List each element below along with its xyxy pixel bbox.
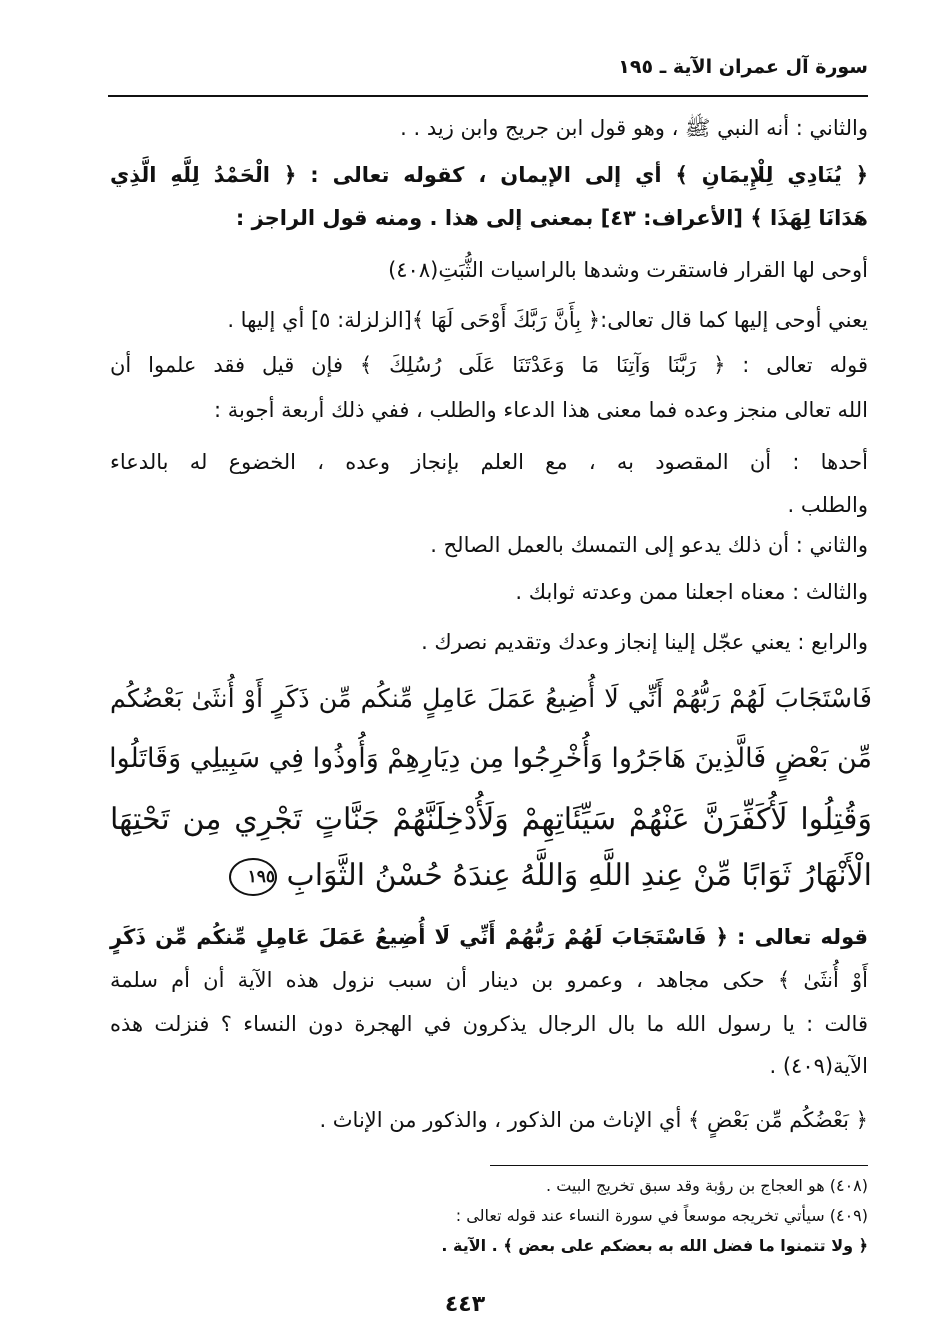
text-line: هَدَانَا لِهَذَا ﴾ [الأعراف: ٤٣] بمعنى إلى هذا . ومنه قول الراجز :	[235, 206, 868, 230]
text-line: ﴿ يُنَادِي لِلْإِيمَانِ ﴾ أي إلى الإيمان ، كقوله تعالى : ﴿ الْحَمْدُ لِلَّهِ الَّذِي	[110, 163, 868, 187]
header-rule	[108, 95, 868, 97]
text-line: الله تعالى منجز وعده فما معنى هذا الدعاء والطلب ، ففي ذلك أربعة أجوبة :	[213, 398, 868, 422]
footnote-continuation: ﴿ ولا تتمنوا ما فضل الله به بعضكم على بعض ﴾ . الآية .	[441, 1236, 868, 1255]
running-header: سورة آل عمران الآية ـ ١٩٥	[618, 56, 868, 78]
text-line: قالت : يا رسول الله ما بال الرجال يذكرون في الهجرة دون النساء ؟ فنزلت هذه	[110, 1012, 868, 1036]
text-line: والثاني : أنه النبي ﷺ ، وهو قول ابن جريج وابن زيد . .	[400, 116, 868, 140]
footnote-rule	[490, 1165, 868, 1166]
verse-text: الْأَنْهَارُ ثَوَابًا مِّنْ عِندِ اللَّهِ وَاللَّهُ عِندَهُ حُسْنُ الثَّوَابِ	[286, 858, 872, 893]
text-line: والثالث : معناه اجعلنا ممن وعدته ثوابك .	[515, 580, 868, 604]
text-line: قوله تعالى : ﴿ رَبَّنَا وَآتِنَا مَا وَعَدْتَنَا عَلَى رُسُلِكَ ﴾ فإن قيل فقد علموا أن	[110, 353, 868, 377]
footnote: (٤٠٨) هو العجاج بن رؤبة وقد سبق تخريج البيت .	[546, 1176, 868, 1195]
verse-line-last	[110, 858, 872, 896]
text-line: يعني أوحى إليها كما قال تعالى:﴿ بِأَنَّ رَبَّكَ أَوْحَى لَهَا ﴾[الزلزلة: ٥] أي إليها .	[227, 308, 868, 332]
text-line: أحدها : أن المقصود به ، مع العلم بإنجاز وعده ، الخضوع له بالدعاء	[110, 450, 868, 474]
text-line: والرابع : يعني عجّل إلينا إنجاز وعدك وتقديم نصرك .	[421, 630, 868, 654]
text-line: قوله تعالى : ﴿ فَاسْتَجَابَ لَهُمْ رَبُّهُمْ أَنِّي لَا أُضِيعُ عَمَلَ عَامِلٍ مِّنكُم مِّن ذَكَرٍ	[110, 925, 868, 949]
text-line: ﴿ بَعْضُكُم مِّن بَعْضٍ ﴾ أي الإناث من الذكور ، والذكور من الإناث .	[319, 1108, 868, 1132]
poetry-line: أوحى لها القرار فاستقرت وشدها بالراسيات الثُّبَتِ(٤٠٨)	[388, 258, 868, 282]
ayah-number-marker: ١٩٥	[229, 858, 277, 896]
verse-line: وَقُتِلُوا لَأُكَفِّرَنَّ عَنْهُمْ سَيِّئَاتِهِمْ وَلَأُدْخِلَنَّهُمْ جَنَّاتٍ تَجْرِي مِن تَحْتِهَا	[110, 802, 872, 837]
footnote: (٤٠٩) سيأتي تخريجه موسعاً في سورة النساء عند قوله تعالى :	[455, 1206, 868, 1225]
text-line: الآية(٤٠٩) .	[769, 1054, 868, 1078]
page-number: ٤٤٣	[444, 1292, 486, 1317]
verse-line: مِّن بَعْضٍ فَالَّذِينَ هَاجَرُوا وَأُخْرِجُوا مِن دِيَارِهِمْ وَأُوذُوا فِي سَبِيلِي وَقَاتَلُوا	[109, 743, 872, 774]
text-line: والطلب .	[787, 493, 868, 517]
verse-line: فَاسْتَجَابَ لَهُمْ رَبُّهُمْ أَنِّي لَا أُضِيعُ عَمَلَ عَامِلٍ مِّنكُم مِّن ذَكَرٍ أَوْ أُنثَىٰ بَعْضُكُم	[110, 684, 872, 714]
text-line: أَوْ أُنثَىٰ ﴾ حكى مجاهد ، وعمرو بن دينار أن سبب نزول هذه الآية أن أم سلمة	[110, 968, 868, 992]
text-line: والثاني : أن ذلك يدعو إلى التمسك بالعمل الصالح .	[430, 533, 868, 557]
